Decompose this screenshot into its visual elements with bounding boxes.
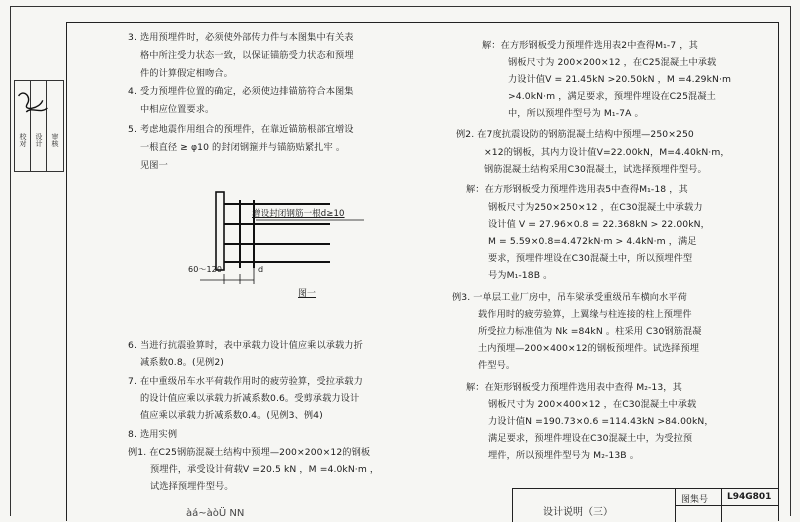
inner-frame-left: [66, 22, 67, 521]
outer-frame-left: [10, 6, 11, 516]
solution-2-line-2: 钢板尺寸为250×250×12 ，在C30混凝土中承载力: [488, 202, 703, 213]
inner-frame-top: [66, 22, 778, 23]
note-4-line-1: 4. 受力预埋件位置的确定，必须使边排锚筋符合本图集: [128, 86, 354, 97]
solution-3-line-2: 钢板尺寸为 200×400×12 ，在C30混凝土中承载: [488, 399, 697, 410]
note-7-line-3: 值应乘以承载力折减系数0.4。(见例3、例4): [140, 410, 323, 421]
solution-1-line-5: 中，所以预埋件型号为 M₁-7A 。: [508, 108, 644, 119]
solution-1-line-2: 钢板尺寸为 200×200×12 ，在C25混凝土中承载: [508, 57, 717, 68]
steel-plate: [216, 192, 224, 270]
solution-3-line-3: 力设计值N =190.73×0.6 =114.43kN >84.00kN，: [488, 416, 714, 427]
stirrup-annotation: 增设封闭钢筋一根d≥10: [252, 209, 345, 219]
note-5-line-2: 一根直径 ≥ φ10 的封闭钢箍并与锚筋贴紧扎牢 。: [140, 142, 346, 153]
note-6-line-2: 减系数0.8。(见例2): [140, 357, 224, 368]
solution-1-line-3: 力设计值V = 21.45kN >20.50kN ，M =4.29kN·m: [508, 74, 732, 85]
outer-frame-top: [10, 6, 790, 7]
example-3-line-1: 例3. 一单层工业厂房中，吊车梁承受重级吊车横向水平荷: [452, 292, 687, 303]
example-2-line-3: 钢筋混凝土结构采用C30混凝土，试选择预埋件型号。: [484, 164, 707, 175]
note-3-line-1: 3. 选用预埋件时，必须使外部传力件与本图集中有关表: [128, 32, 354, 43]
note-4-line-2: 中相应位置要求。: [140, 104, 215, 115]
note-3-line-2: 格中所注受力状态一致，以保证锚筋受力状态和预埋: [140, 50, 354, 61]
solution-3-line-4: 满足要求，预埋件埋设在C30混凝土中，为受拉预: [488, 433, 693, 444]
solution-2-line-3: 设计值 V = 27.96×0.8 = 22.368kN > 22.00kN，: [488, 219, 710, 230]
example-2-line-1: 例2. 在7度抗震设防的钢筋混凝土结构中预埋—250×250: [456, 129, 694, 140]
scan-artifact-text: àá~àòÜ NN: [186, 508, 245, 519]
example-3-line-3: 所受拉力标准值为 Nk =84kN 。柱采用 C30钢筋混凝: [478, 326, 702, 337]
note-5-line-1: 5. 考虑地震作用组合的预埋件，在靠近锚筋根部宜增设: [128, 124, 354, 135]
solution-2-line-6: 号为M₁-18B 。: [488, 270, 553, 281]
example-3-line-5: 件型号。: [478, 360, 516, 371]
note-3-line-3: 件的计算假定相吻合。: [140, 68, 233, 79]
dimension-label: 60～120: [188, 265, 223, 274]
note-7-line-2: 的设计值应乘以承载力折减系数0.6。受剪承载力设计: [140, 393, 360, 404]
solution-1-line-4: >4.0kN·m ，满足要求，预埋件埋设在C25混凝土: [508, 91, 716, 102]
solution-2-line-1: 解：在方形钢板受力预埋件选用表5中查得M₁-18 ，其: [466, 184, 688, 195]
solution-2-line-5: 要求，预埋件埋设在C30混凝土中，所以预埋件型: [488, 253, 693, 264]
example-1-line-1: 例1. 在C25钢筋混凝土结构中预埋—200×200×12的钢板: [128, 447, 371, 458]
strip-label: 校对: [19, 133, 27, 147]
example-1-line-2: 预埋件，承受设计荷载V =20.5 kN ，M =4.0kN·m ，: [150, 464, 380, 475]
note-6-line-1: 6. 当进行抗震验算时，表中承载力设计值应乘以承载力折: [128, 340, 363, 351]
strip-label: 审核: [51, 133, 59, 147]
atlas-number-label: 图集号: [681, 495, 709, 505]
drawing-title: 设计说明（三）: [543, 507, 613, 518]
dimension-d: d: [258, 265, 264, 274]
solution-2-line-4: M = 5.59×0.8=4.472kN·m > 4.4kN·m ，满足: [488, 236, 697, 247]
atlas-number-value: L94G801: [727, 492, 772, 502]
note-8-heading: 8. 选用实例: [128, 429, 178, 440]
figure-one-diagram: [180, 180, 380, 300]
note-5-line-3: 见图一: [140, 160, 168, 171]
strip-label: 设计: [35, 133, 43, 147]
example-3-line-4: 土内预埋—200×400×12的钢板预埋件。试选择预埋: [478, 343, 700, 354]
example-2-line-2: ×12的钢板，其内力设计值V=22.00kN，M=4.40kN·m，: [484, 147, 730, 158]
solution-1-line-1: 解：在方形钢板受力预埋件选用表2中查得M₁-7 ，其: [482, 40, 698, 51]
outer-frame-right: [790, 6, 791, 516]
note-7-line-1: 7. 在中重级吊车水平荷载作用时的疲劳验算，受拉承载力: [128, 376, 363, 387]
figure-caption: 图一: [298, 289, 317, 299]
solution-3-line-5: 埋件，所以预埋件型号为 M₂-13B 。: [488, 450, 640, 461]
solution-3-line-1: 解：在矩形钢板受力预埋件选用表中查得 M₂-13，其: [466, 382, 682, 393]
inner-frame-right: [778, 22, 779, 521]
title-block: [512, 488, 779, 522]
example-1-line-3: 试选择预埋件型号。: [150, 481, 234, 492]
example-3-line-2: 载作用时的疲劳验算，上翼缘与柱连接的柱上预埋件: [478, 309, 692, 320]
title-block-divider: [675, 505, 779, 506]
